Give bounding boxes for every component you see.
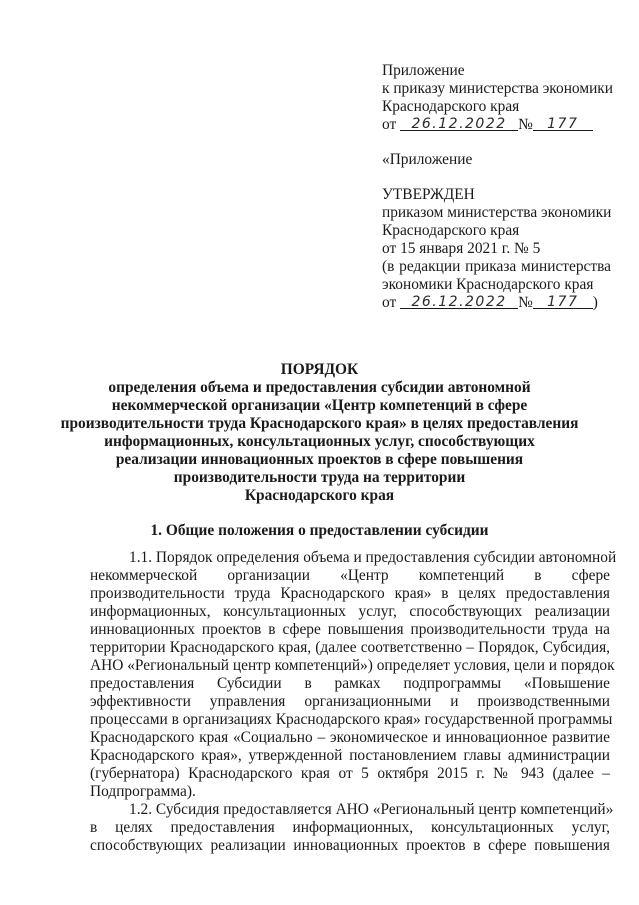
approval-line-4: (в редакции приказа министерства <box>382 258 611 275</box>
approval-close-paren: ) <box>592 294 598 311</box>
approval-date-prefix: от <box>382 294 397 311</box>
paragraph-line: производительности труда Краснодарского края» в целях предоставления <box>90 585 610 602</box>
paragraph-line: 1.1. Порядок определения объема и предоставления субсидии автономной <box>129 549 617 566</box>
document-title-line: производительности труда на территории <box>173 469 466 486</box>
approval-line-3: от 15 января 2021 г. № 5 <box>382 240 541 257</box>
appendix-date-prefix: от <box>382 116 397 133</box>
document-title-line: некоммерческой организации «Центр компетенций в сфере <box>111 397 528 414</box>
appendix-line-1: Приложение <box>382 62 465 79</box>
appendix-number-prefix: № <box>518 116 533 133</box>
paragraph-line: АНО «Региональный центр компетенций») определяет условия, цели и порядок <box>90 657 615 674</box>
approval-quote-open: «Приложение <box>382 151 473 168</box>
paragraph-line: процессами в организациях Краснодарского края» государственной программы <box>90 711 613 728</box>
appendix-date-handwritten: 26.12.2022 <box>411 116 507 132</box>
appendix-number-field <box>533 116 593 131</box>
appendix-date-line <box>382 116 593 134</box>
document-title-line: определения объема и предоставления субсидии автономной <box>108 379 531 396</box>
approval-date-field <box>400 294 518 309</box>
document-title-heading: ПОРЯДОК <box>280 361 359 378</box>
appendix-line-2: к приказу министерства экономики <box>382 80 614 97</box>
paragraph-line: эффективности управления организационными и производственными <box>90 693 610 710</box>
paragraph-line: 1.2. Субсидия предоставляется АНО «Региональный центр компетенций» <box>129 801 614 818</box>
approval-approved: УТВЕРЖДЕН <box>382 186 475 203</box>
paragraph-line: инновационных проектов в сфере повышения производительности труда на <box>90 621 610 638</box>
document-title-line: информационных, консультационных услуг, способствующих <box>104 433 535 450</box>
paragraph-line: информационных, консультационных услуг, способствующих реализации <box>90 603 610 620</box>
appendix-date-field <box>400 116 518 131</box>
approval-number-field <box>533 294 593 309</box>
approval-number-prefix: № <box>518 294 533 311</box>
approval-line-1: приказом министерства экономики <box>382 204 612 221</box>
paragraph-line: в целях предоставления информационных, консультационных услуг, <box>90 819 610 836</box>
appendix-number-handwritten: 177 <box>547 116 579 132</box>
paragraph-line: Подпрограмма). <box>90 783 196 800</box>
approval-date-line <box>382 294 598 312</box>
approval-number-handwritten: 177 <box>547 294 579 310</box>
document-title-line: реализации инновационных проектов в сфере повышения <box>115 451 524 468</box>
paragraph-line: Краснодарского края», утвержденной постановлением главы администрации <box>90 747 610 764</box>
paragraph-line: способствующих реализации инновационных проектов в сфере повышения <box>90 837 610 854</box>
paragraph-line: предоставления Субсидии в рамках подпрограммы «Повышение <box>90 675 610 692</box>
approval-date-handwritten: 26.12.2022 <box>411 294 507 310</box>
document-title-line: Краснодарского края <box>244 487 395 504</box>
approval-line-5: экономики Краснодарского края <box>382 276 594 293</box>
paragraph-line: территории Краснодарского края, (далее соответственно – Порядок, Субсидия, <box>90 639 610 656</box>
section-heading: 1. Общие положения о предоставлении субсидии <box>150 522 489 539</box>
paragraph-line: Краснодарского края «Социально – экономическое и инновационное развитие <box>90 729 610 746</box>
appendix-line-3: Краснодарского края <box>382 98 520 115</box>
paragraph-line: (губернатора) Краснодарского края от 5 октября 2015 г. № 943 (далее – <box>90 765 610 782</box>
document-title-line: производительности труда Краснодарского края» в целях предоставления <box>60 415 579 432</box>
approval-line-2: Краснодарского края <box>382 222 520 239</box>
paragraph-line: некоммерческой организации «Центр компетенций в сфере <box>90 567 610 584</box>
